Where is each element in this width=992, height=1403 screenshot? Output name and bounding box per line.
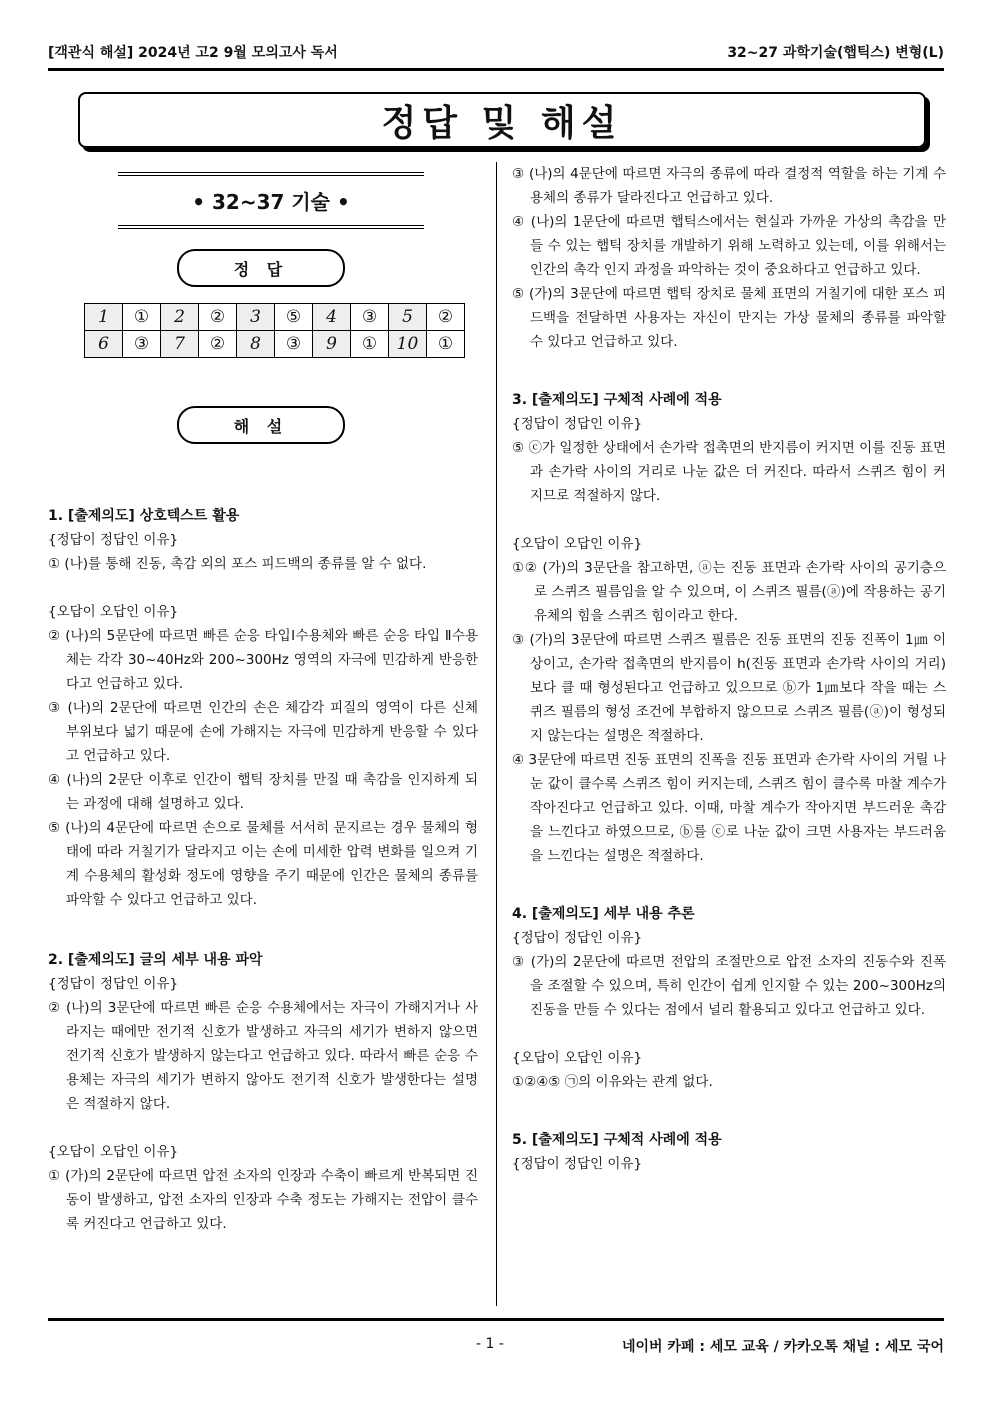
q1-wrong-heading: {오답이 오답인 이유}	[48, 604, 179, 620]
answer-choice: ②	[427, 304, 465, 331]
question-number: 9	[313, 331, 351, 358]
answer-choice: ③	[351, 304, 389, 331]
q3-correct-1: ⑤ ⓒ가 일정한 상태에서 손가락 접촉면의 반지름이 커지면 이를 진동 표면과 손가락 사이의 거리로 나눈 값은 더 커진다. 따라서 스퀴즈 힘이 커지므로 적절하지 않다.	[512, 440, 946, 504]
answer-choice: ①	[351, 331, 389, 358]
question-number: 7	[161, 331, 199, 358]
answer-choice: ①	[123, 304, 161, 331]
answer-table	[84, 303, 465, 358]
q4-title: 4. [출제의도] 세부 내용 추론	[512, 906, 695, 922]
answer-label: 정 답	[177, 249, 345, 287]
answer-choice: ②	[199, 304, 237, 331]
page-header	[48, 42, 944, 66]
q3-wrong-1: ①② (가)의 3문단을 참고하면, ⓐ는 진동 표면과 손가락 사이의 공기층으로 스퀴즈 필름임을 알 수 있으며, 이 스퀴즈 필름(ⓐ)에 작용하는 공기 유체의 힘을 스퀴즈 힘이라고 한다.	[512, 560, 946, 624]
q4-correct-1: ③ (가)의 2문단에 따르면 전압의 조절만으로 압전 소자의 진동수와 진폭을 조절할 수 있으며, 특히 인간이 쉽게 인지할 수 있는 200~300Hz의 진동을 만들 수 있다는 점에서 널리 활용되고 있다고 언급하고 있다.	[512, 954, 946, 1018]
q1-title: 1. [출제의도] 상호텍스트 활용	[48, 508, 240, 524]
q2-wrong-4: ④ (나)의 1문단에 따르면 햅틱스에서는 현실과 가까운 가상의 촉감을 만들 수 있는 햅틱 장치를 개발하기 위해 노력하고 있는데, 이를 위해서는 인간의 촉각 인지 과정을 파악하는 것이 중요하다고 언급하고 있다.	[512, 214, 946, 278]
q4-wrong-heading: {오답이 오답인 이유}	[512, 1050, 643, 1066]
q1-wrong-4: ⑤ (나)의 4문단에 따르면 손으로 물체를 서서히 문지르는 경우 물체의 형태에 따라 거칠기가 달라지고 이는 손에 미세한 압력 변화를 일으켜 기계 수용체의 활성화 정도에 영향을 주기 때문에 인간은 물체의 종류를 파악할 수 있다고 언급하고 있다.	[48, 820, 478, 908]
header-left: [객관식 해설] 2024년 고2 9월 모의고사 독서	[48, 45, 338, 61]
question-number: 1	[85, 304, 123, 331]
right-column	[512, 162, 946, 1176]
answer-row	[85, 304, 465, 331]
explanation-label: 해 설	[177, 406, 345, 444]
answer-choice: ③	[123, 331, 161, 358]
answer-choice: ②	[199, 331, 237, 358]
q3-title: 3. [출제의도] 구체적 사례에 적용	[512, 392, 722, 408]
page-title: 정답 및 해설	[78, 92, 926, 148]
header-rule	[48, 68, 944, 71]
left-column	[48, 160, 478, 1236]
q2-title: 2. [출제의도] 글의 세부 내용 파악	[48, 952, 263, 968]
question-number: 2	[161, 304, 199, 331]
q5-title: 5. [출제의도] 구체적 사례에 적용	[512, 1132, 722, 1148]
question-number: 10	[389, 331, 427, 358]
footer-credit: 네이버 카페 : 세모 교육 / 카카오톡 채널 : 세모 국어	[621, 1339, 944, 1355]
q4-wrong-1: ①②④⑤ ㉠의 이유와는 관계 없다.	[512, 1074, 713, 1090]
answer-choice: ③	[275, 331, 313, 358]
q2-wrong-heading: {오답이 오답인 이유}	[48, 1144, 179, 1160]
question-number: 8	[237, 331, 275, 358]
header-right: 32~27 과학기술(햅틱스) 변형(L)	[727, 45, 944, 61]
q3-correct-heading: {정답이 정답인 이유}	[512, 416, 643, 432]
q3-wrong-heading: {오답이 오답인 이유}	[512, 536, 643, 552]
q2-correct-1: ② (나)의 3문단에 따르면 빠른 순응 수용체에서는 자극이 가해지거나 사라지는 때에만 전기적 신호가 발생하고 자극의 세기가 변하지 않으면 전기적 신호가 발생하지 않는다고 언급하고 있다. 따라서 빠른 순응 수용체는 자극의 세기가 변하지 않아도 전기적 신호가 발생한다는 설명은 적절하지 않다.	[48, 1000, 478, 1112]
question-number: 3	[237, 304, 275, 331]
q2-wrong-5: ⑤ (가)의 3문단에 따르면 햅틱 장치로 물체 표면의 거칠기에 대한 포스 피드백을 전달하면 사용자는 자신이 만지는 가상 물체의 종류를 파악할 수 있다고 언급하고 있다.	[512, 286, 946, 350]
answer-choice: ①	[427, 331, 465, 358]
q1-wrong-1: ② (나)의 5문단에 따르면 빠른 순응 타입Ⅰ수용체와 빠른 순응 타입 Ⅱ수용체는 각각 30~40Hz와 200~300Hz 영역의 자극에 민감하게 반응한다고 언급하고 있다.	[48, 628, 478, 692]
section-title: • 32~37 기술 •	[118, 172, 424, 229]
question-number: 5	[389, 304, 427, 331]
q2-correct-heading: {정답이 정답인 이유}	[48, 976, 179, 992]
q5-correct-heading: {정답이 정답인 이유}	[512, 1156, 643, 1172]
q3-wrong-3: ④ 3문단에 따르면 진동 표면의 진폭을 진동 표면과 손가락 사이의 거릴 나눈 값이 클수록 스퀴즈 힘이 커지는데, 스퀴즈 힘이 클수록 마찰 계수가 작아진다고 언급하고 있다. 이때, 마찰 계수가 작아지면 부드러운 촉감을 느낀다고 하였으므로, ⓑ를 ⓒ로 나눈 값이 크면 사용자는 부드러움을 느낀다는 설명은 적절하다.	[512, 752, 946, 864]
q1-wrong-3: ④ (나)의 2문단 이후로 인간이 햅틱 장치를 만질 때 촉감을 인지하게 되는 과정에 대해 설명하고 있다.	[48, 772, 478, 812]
q1-correct-heading: {정답이 정답인 이유}	[48, 532, 179, 548]
column-divider	[496, 162, 497, 1306]
q1-correct-1: ① (나)를 통해 진동, 촉감 외의 포스 피드백의 종류를 알 수 없다.	[48, 556, 427, 572]
q4-correct-heading: {정답이 정답인 이유}	[512, 930, 643, 946]
footer-rule	[48, 1318, 944, 1321]
question-number: 6	[85, 331, 123, 358]
q2-wrong-1: ① (가)의 2문단에 따르면 압전 소자의 인장과 수축이 빠르게 반복되면 진동이 발생하고, 압전 소자의 인장과 수축 정도는 가해지는 전압이 클수록 커진다고 언급하고 있다.	[48, 1168, 478, 1232]
page-number: - 1 -	[476, 1336, 504, 1352]
q1-wrong-2: ③ (나)의 2문단에 따르면 인간의 손은 체감각 피질의 영역이 다른 신체 부위보다 넓기 때문에 손에 가해지는 자극에 민감하게 반응할 수 있다고 언급하고 있다.	[48, 700, 478, 764]
answer-row	[85, 331, 465, 358]
answer-choice: ⑤	[275, 304, 313, 331]
question-number: 4	[313, 304, 351, 331]
q3-wrong-2: ③ (가)의 3문단에 따르면 스퀴즈 필름은 진동 표면의 진동 진폭이 1㎛ 이상이고, 손가락 접촉면의 반지름이 h(진동 표면과 손가락 사이의 거리)보다 클 때 형성된다고 언급하고 있으므로 ⓑ가 1㎛보다 작을 때는 스퀴즈 필름의 형성 조건에 부합하지 않으므로 스퀴즈 필름(ⓐ)이 형성되지 않는다는 설명은 적절하다.	[512, 632, 946, 744]
q2-wrong-3: ③ (나)의 4문단에 따르면 자극의 종류에 따라 결정적 역할을 하는 기계 수용체의 종류가 달라진다고 언급하고 있다.	[512, 166, 946, 206]
